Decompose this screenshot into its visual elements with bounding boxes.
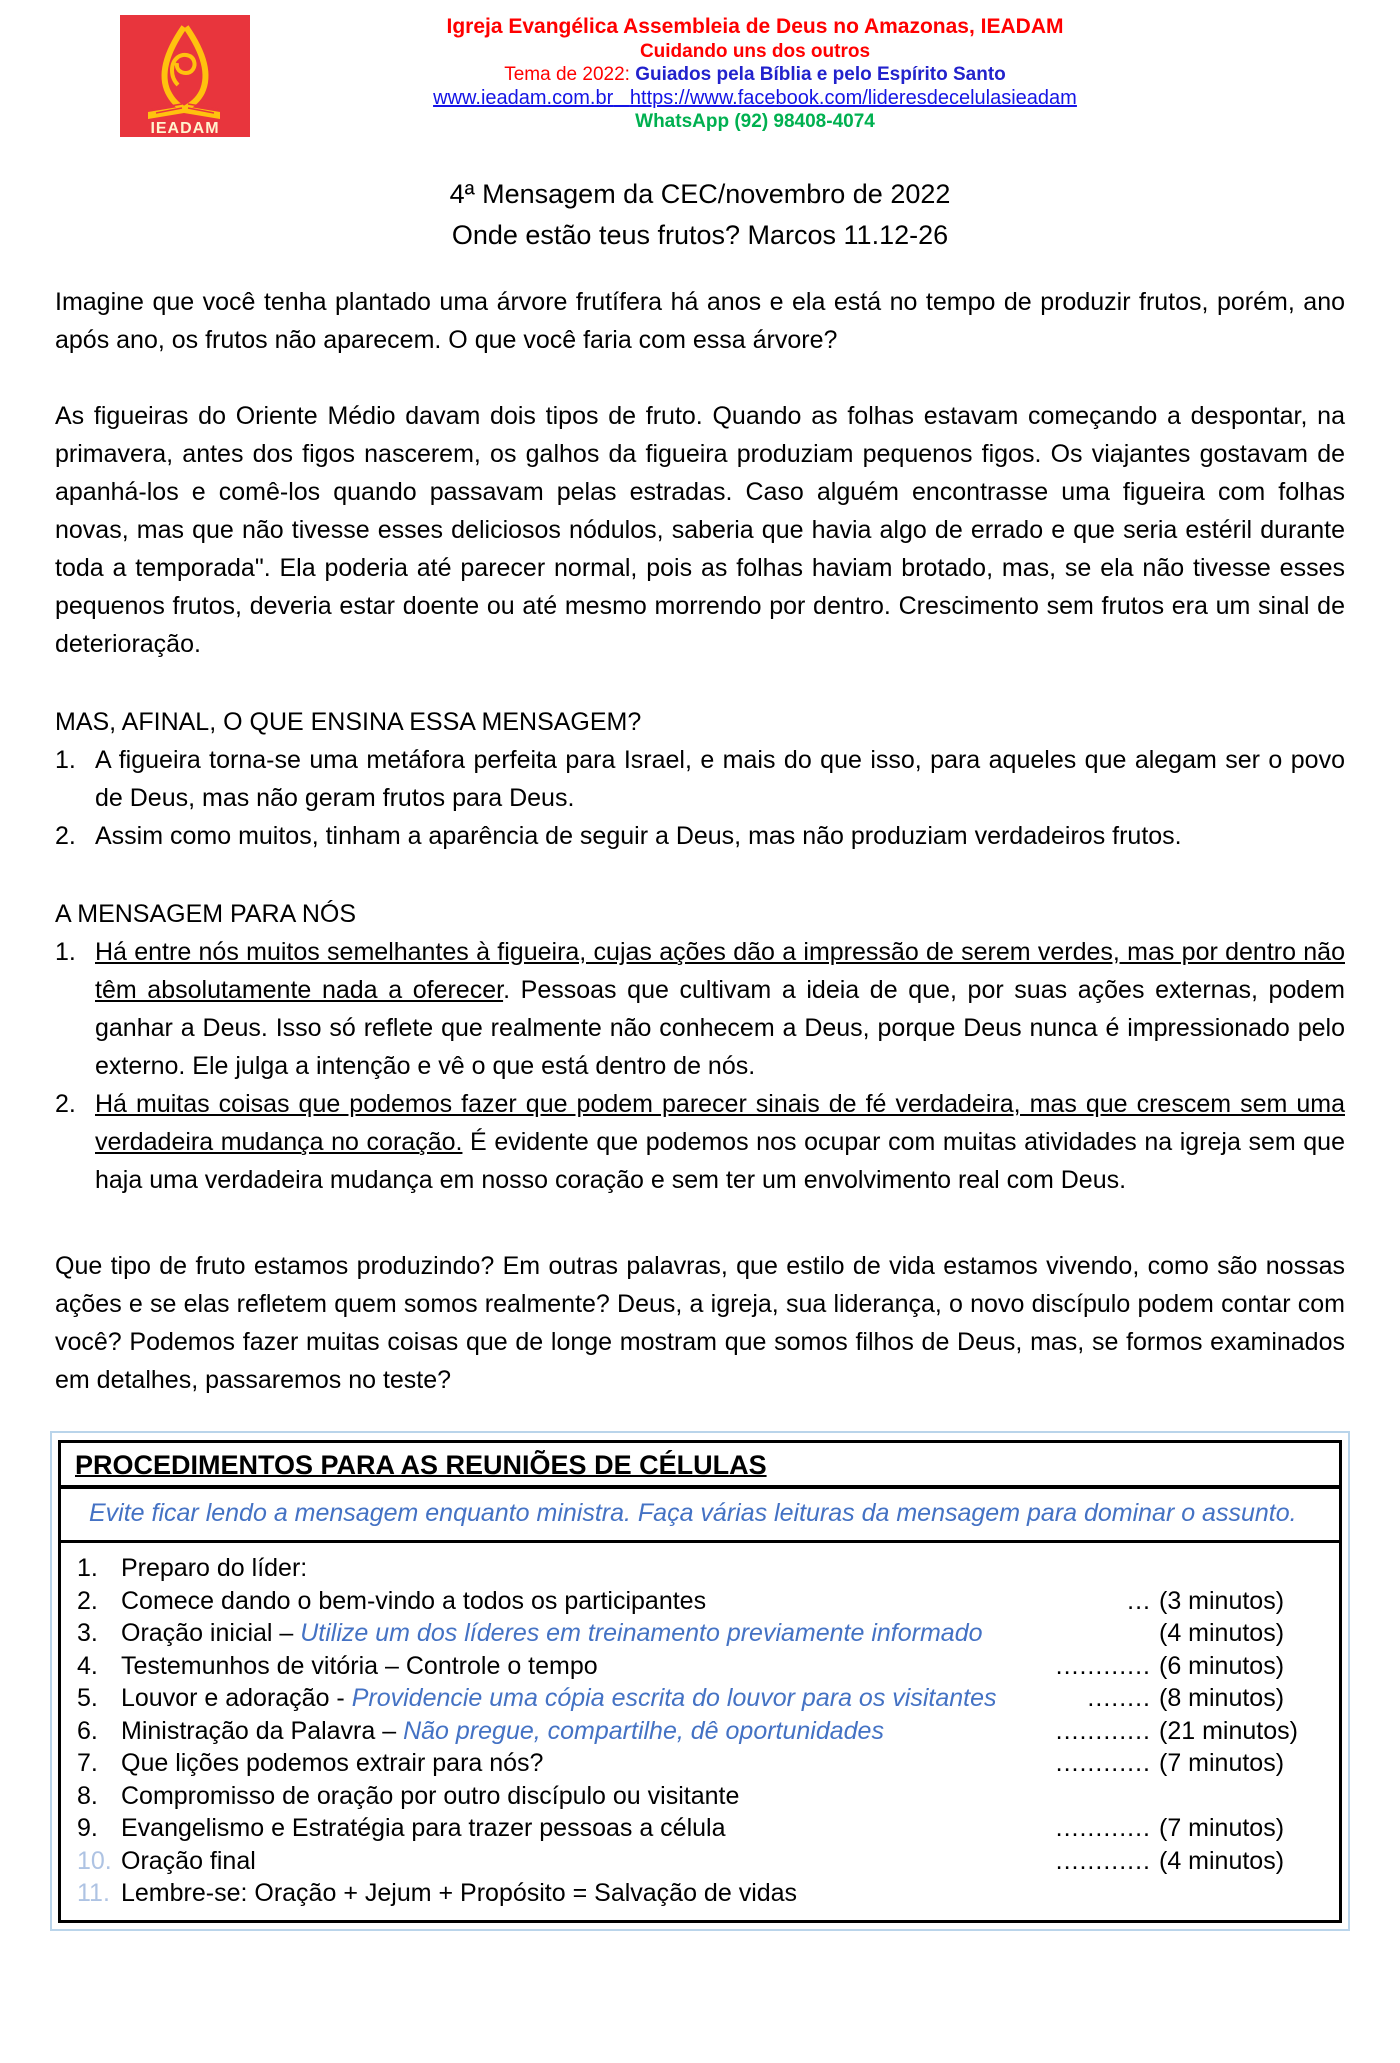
procedures-table — [58, 1440, 1342, 1923]
procedures-box — [50, 1431, 1350, 1931]
whatsapp-line: WhatsApp (92) 98408-4074 — [635, 111, 875, 132]
procedure-duration: (6 minutos) — [1159, 1651, 1285, 1680]
procedure-detail: Utilize um dos líderes em treinamento previamente informado — [300, 1619, 983, 1647]
procedure-number: 10. — [77, 1846, 112, 1875]
teaching-item — [55, 817, 1345, 855]
procedure-item — [77, 1715, 1329, 1748]
procedure-label: Testemunhos de vitória – Controle o tempo — [121, 1651, 598, 1680]
procedure-item — [77, 1682, 1329, 1715]
procedure-duration: (7 minutos) — [1159, 1749, 1285, 1777]
procedure-label: Louvor e adoração - — [121, 1684, 352, 1712]
procedure-label: Comece dando o bem-vindo a todos os participantes — [121, 1586, 707, 1615]
procedure-duration: (3 minutos) — [1159, 1586, 1285, 1615]
document-body — [0, 283, 1400, 1399]
leader-dots: ............ — [1055, 1846, 1151, 1875]
message-title-line1: 4ª Mensagem da CEC/novembro de 2022 — [449, 179, 951, 209]
procedure-detail: Não pregue, compartilhe, dê oportunidades — [403, 1716, 884, 1745]
procedure-number: 5. — [77, 1684, 98, 1712]
procedure-label: Oração inicial – — [121, 1619, 301, 1647]
closing-paragraph: Que tipo de fruto estamos produzindo? Em outras palavras, que estilo de vida estamos vivendo, como são nossas ações e se elas refletem quem somos realmente? Deus, a igreja, sua liderança, o novo discípulo podem contar com você? Podemos fazer muitas coisas que de longe mostram que somos filhos de Deus, mas, se formos examinados em detalhes, passaremos no teste? — [55, 1252, 1345, 1394]
section-heading-message: A MENSAGEM PARA NÓS — [55, 900, 357, 928]
procedures-note: Evite ficar lendo a mensagem enquanto ministra. Faça várias leituras da mensagem para dominar o assunto. — [61, 1489, 1339, 1543]
procedure-item — [77, 1585, 1329, 1618]
header-text-block — [110, 14, 1400, 134]
church-name: Igreja Evangélica Assembleia de Deus no Amazonas, IEADAM — [446, 15, 1064, 38]
procedure-number: 6. — [77, 1716, 98, 1745]
list-number: 1. — [55, 746, 76, 774]
procedure-label: Lembre-se: Oração + Jejum + Propósito = Salvação de vidas — [121, 1879, 798, 1907]
message-title-line2: Onde estão teus frutos? Marcos 11.12-26 — [451, 220, 949, 250]
theme-line — [110, 63, 1400, 86]
message-item — [55, 1085, 1345, 1199]
theme-value: Guiados pela Bíblia e pelo Espírito Santo — [635, 64, 1006, 85]
procedure-duration: (8 minutos) — [1159, 1684, 1285, 1712]
links-gap — [613, 87, 630, 109]
intro-paragraph-2: As figueiras do Oriente Médio davam dois tipos de fruto. Quando as folhas estavam começando a despontar, na primavera, antes dos figos nascerem, os galhos da figueira produziam pequenos figos. Os viajantes gostavam de apanhá-los e comê-los quando passavam pelas estradas. Caso alguém encontrasse uma figueira com folhas novas, mas que não tivesse esses deliciosos nódulos, saberia que havia algo de errado e que seria estéril durante toda a temporada". Ela poderia até parecer normal, pois as folhas haviam brotado, mas, se ela não tivesse esses pequenos frutos, deveria estar doente ou até mesmo morrendo por dentro. Crescimento sem frutos era um sinal de deterioração. — [55, 402, 1345, 658]
underlined-text: Há entre nós muitos semelhantes à figueira, cujas ações dão a impressão de serem verdes, mas por dentro não têm absolutamente nada a oferecer — [95, 938, 1345, 1004]
underlined-text: Há muitas coisas que podemos fazer que podem parecer sinais de fé verdadeira, mas que crescem sem uma verdadeira mudança no coração. — [95, 1090, 1345, 1156]
procedure-number: 2. — [77, 1586, 98, 1615]
list-text: A figueira torna-se uma metáfora perfeita para Israel, e mais do que isso, para aqueles que alegam ser o povo de Deus, mas não geram frutos para Deus. — [95, 746, 1345, 812]
procedure-duration: (4 minutos) — [1159, 1619, 1285, 1647]
message-title — [0, 174, 1400, 256]
procedure-item — [77, 1877, 1329, 1910]
procedure-item — [77, 1552, 1329, 1585]
procedures-heading: PROCEDIMENTOS PARA AS REUNIÕES DE CÉLULAS — [61, 1443, 1339, 1489]
procedure-label: Compromisso de oração por outro discípulo ou visitante — [121, 1781, 740, 1810]
logo-label: IEADAM — [150, 120, 220, 137]
procedure-number: 3. — [77, 1619, 98, 1647]
procedure-number: 4. — [77, 1651, 98, 1680]
procedure-duration: (4 minutos) — [1159, 1846, 1285, 1875]
leader-dots: ............ — [1055, 1716, 1151, 1745]
section-heading-teaching: MAS, AFINAL, O QUE ENSINA ESSA MENSAGEM? — [55, 708, 642, 736]
links-line — [110, 86, 1400, 110]
leader-dots: ........ — [1087, 1684, 1151, 1712]
church-tagline: Cuidando uns dos outros — [639, 41, 871, 62]
procedure-item — [77, 1812, 1329, 1845]
procedure-number: 9. — [77, 1814, 98, 1842]
list-number: 1. — [55, 938, 76, 966]
procedure-item — [77, 1650, 1329, 1683]
ieadam-flame-book-logo-icon — [120, 15, 250, 137]
plain-text: É evidente que podemos nos ocupar com muitas atividades na igreja sem que haja uma verdadeira mudança em nosso coração e sem ter um envolvimento real com Deus. — [95, 1128, 1345, 1194]
theme-label: Tema de 2022: — [504, 64, 636, 85]
procedure-item — [77, 1747, 1329, 1780]
intro-paragraph-1: Imagine que você tenha plantado uma árvore frutífera há anos e ela está no tempo de produzir frutos, porém, ano após ano, os frutos não aparecem. O que você faria com essa árvore? — [55, 288, 1345, 354]
procedure-item — [77, 1617, 1329, 1650]
procedure-label: Que lições podemos extrair para nós? — [121, 1749, 544, 1777]
list-text — [95, 1085, 1345, 1199]
website-link[interactable]: www.ieadam.com.br — [433, 87, 614, 109]
plain-text: . Pessoas que cultivam a ideia de que, por suas ações externas, podem ganhar a Deus. Isso só reflete que realmente não conhecem a Deus, porque Deus nunca é impressionado pelo externo. Ele julga a intenção e vê o que está dentro de nós. — [95, 976, 1345, 1080]
leader-dots: ............ — [1055, 1651, 1151, 1680]
procedure-item — [77, 1845, 1329, 1878]
procedure-label: Oração final — [121, 1846, 256, 1875]
procedures-list — [61, 1543, 1339, 1920]
procedure-label: Evangelismo e Estratégia para trazer pessoas a célula — [121, 1814, 726, 1842]
list-text: Assim como muitos, tinham a aparência de seguir a Deus, mas não produziam verdadeiros frutos. — [95, 822, 1182, 850]
leader-dots: ............ — [1055, 1814, 1151, 1842]
procedure-duration: (7 minutos) — [1159, 1814, 1285, 1842]
ieadam-logo — [120, 15, 250, 137]
procedure-number: 11. — [77, 1879, 110, 1907]
procedure-number: 8. — [77, 1781, 98, 1810]
procedure-label: Ministração da Palavra – — [121, 1716, 404, 1745]
procedure-number: 7. — [77, 1749, 98, 1777]
procedure-number: 1. — [77, 1554, 98, 1582]
leader-dots: ............ — [1055, 1749, 1151, 1777]
teaching-item — [55, 741, 1345, 817]
list-number: 2. — [55, 1090, 76, 1118]
list-number: 2. — [55, 822, 76, 850]
message-item — [55, 933, 1345, 1085]
procedure-detail: Providencie uma cópia escrita do louvor para os visitantes — [351, 1684, 997, 1712]
procedure-item — [77, 1780, 1329, 1813]
document-header — [0, 0, 1400, 148]
leader-dots: ... — [1127, 1586, 1151, 1615]
procedure-duration: (21 minutos) — [1159, 1716, 1298, 1745]
procedure-label: Preparo do líder: — [121, 1554, 308, 1582]
list-text — [95, 933, 1345, 1085]
facebook-link[interactable]: https://www.facebook.com/lideresdecelulasieadam — [629, 87, 1077, 109]
